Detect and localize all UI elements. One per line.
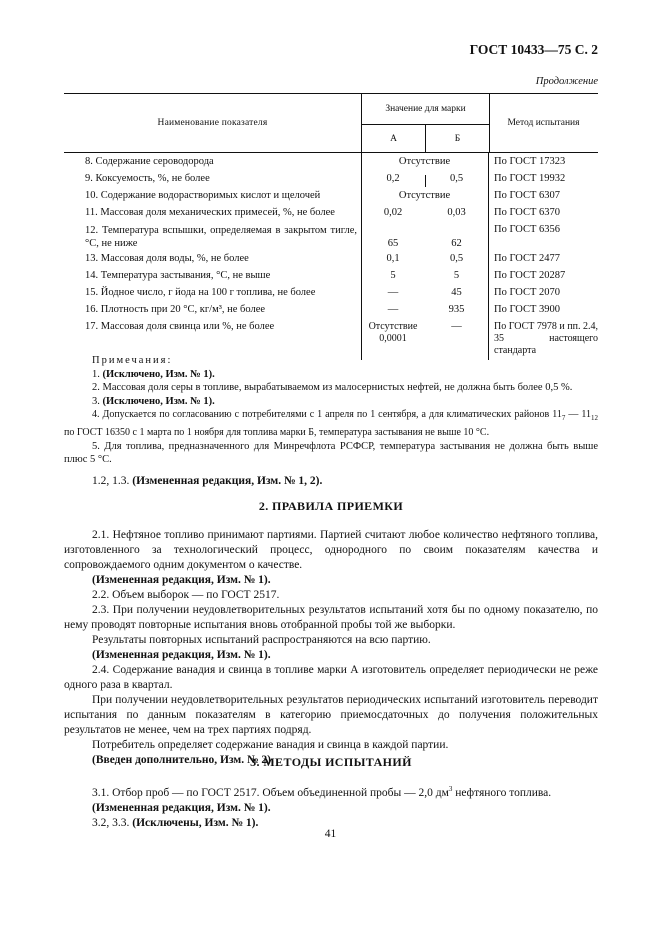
note-5: 5. Для топлива, предназначенного для Минречфлота РСФСР, температура застывания не должна быть выше плюс 5 °С.	[64, 440, 598, 466]
paragraph-3-2: 3.2, 3.3. (Исключены, Изм. № 1).	[92, 816, 259, 829]
paragraph-2-2: 2.2. Объем выборок — по ГОСТ 2517.	[92, 589, 280, 601]
paragraph-2-4c: Потребитель определяет содержание ванадия и свинца в каждой партии.	[92, 739, 449, 751]
table-body	[64, 153, 598, 360]
table-continued-label: Продолжение	[535, 76, 598, 87]
table-header	[64, 93, 598, 153]
revision-note: (Измененная редакция, Изм. № 1).	[92, 574, 271, 586]
col-header-name: Наименование показателя	[157, 118, 268, 128]
section-3-title: 3. МЕТОДЫ ИСПЫТАНИЙ	[250, 755, 412, 769]
table-row: 11. Массовая доля механических примесей, %, не более 0,02 0,03 По ГОСТ 6370	[85, 207, 561, 218]
table-row: 17. Массовая доля свинца или %, не более Отсутствие 0,0001 — По ГОСТ 7978 и пп. 2.4, 35 настоящего стандарта	[85, 321, 598, 356]
section-2-title: 2. ПРАВИЛА ПРИЕМКИ	[258, 499, 404, 513]
table-row: 14. Температура застывания, °С, не выше 5 5 По ГОСТ 20287	[85, 270, 566, 281]
paragraph-3-1: 3.1. Отбор проб — по ГОСТ 2517. Объем объединенной пробы — 2,0 $дм^3$ нефтяного топлива.	[92, 785, 552, 799]
specifications-table	[64, 93, 598, 360]
paragraph-2-4: 2.4. Содержание ванадия и свинца в топливе марки А изготовитель определяет периодически не реже одного раза в квартал.	[64, 664, 598, 691]
col-header-grade-b: Б	[454, 133, 461, 144]
paragraph-2-3b: Результаты повторных испытаний распространяются на всю партию.	[92, 634, 431, 646]
paragraph-2-3: 2.3. При получении неудовлетворительных результатов испытаний хотя бы по одному показателю, по нему проводят повторные испытания вновь отобранной пробы той же выборки.	[64, 604, 598, 631]
col-header-value	[361, 94, 490, 152]
table-row: 8. Содержание сероводорода Отсутствие По ГОСТ 17323	[85, 156, 566, 167]
notes-title: Примечания:	[92, 355, 173, 366]
table-row: 13. Массовая доля воды, %, не более 0,1 0,5 По ГОСТ 2477	[85, 253, 561, 264]
page-number: 41	[324, 828, 337, 840]
note-3: 3. (Исключено, Изм. № 1).	[92, 395, 215, 407]
paragraph-2-1: 2.1. Нефтяное топливо принимают партиями. Партией считают любое количество нефтяного топлива, изготовленного за технологический процесс, однородного по своим показателям качества и сопровождаемого одним документом о качестве.	[64, 529, 598, 571]
table-notes	[64, 354, 598, 488]
revision-1-2: 1.2, 1.3. (Измененная редакция, Изм. № 1, 2).	[92, 474, 323, 487]
revision-note: (Введен дополнительно, Изм. № 2).	[92, 754, 274, 766]
col-header-method: Метод испытания	[507, 118, 580, 128]
table-row: 9. Коксуемость, %, не более 0,2 0,5 По ГОСТ 19932	[64, 173, 598, 190]
note-1: 1. (Исключено, Изм. № 1).	[92, 368, 215, 380]
table-row: 10. Содержание водорастворимых кислот и щелочей Отсутствие По ГОСТ 6307	[85, 190, 561, 201]
note-2: 2. Массовая доля серы в топливе, вырабатываемом из малосернистых нефтей, не должна быть более 0,5 %.	[92, 382, 573, 394]
note-4: 4. Допускается по согласованию с потребителями с 1 апреля по 1 сентября, а для климатических районов $11_7$ — $11_{12}$ по ГОСТ 16350 с 1 марта по 1 ноября для топлива марки Б, температура застывания не выше 10 °С.	[64, 409, 598, 438]
paragraph-2-4b: При получении неудовлетворительных результатов периодических испытаний изготовитель переводит испытания по данным показателям в категорию приемосдаточных до получения положительных результатов не менее, чем на трех партиях подряд.	[64, 694, 598, 736]
section-2-body	[64, 528, 598, 768]
document-header: ГОСТ 10433—75 С. 2	[469, 42, 598, 57]
revision-note: (Измененная редакция, Изм. № 1).	[92, 801, 271, 814]
col-header-value-title: Значение для марки	[362, 94, 489, 125]
table-row: 16. Плотность при 20 °С, кг/м³, не более — 935 По ГОСТ 3900	[85, 304, 561, 315]
revision-note: (Измененная редакция, Изм. № 1).	[92, 649, 271, 661]
table-row: 15. Йодное число, г йода на 100 г топлива, не более — 45 По ГОСТ 2070	[85, 287, 561, 298]
col-header-grade-a: А	[362, 125, 426, 152]
section-3-body	[64, 782, 598, 831]
table-row: 12. Температура вспышки, определяемая в закрытом тигле, °С, не ниже 65 62 По ГОСТ 6356	[85, 224, 561, 249]
